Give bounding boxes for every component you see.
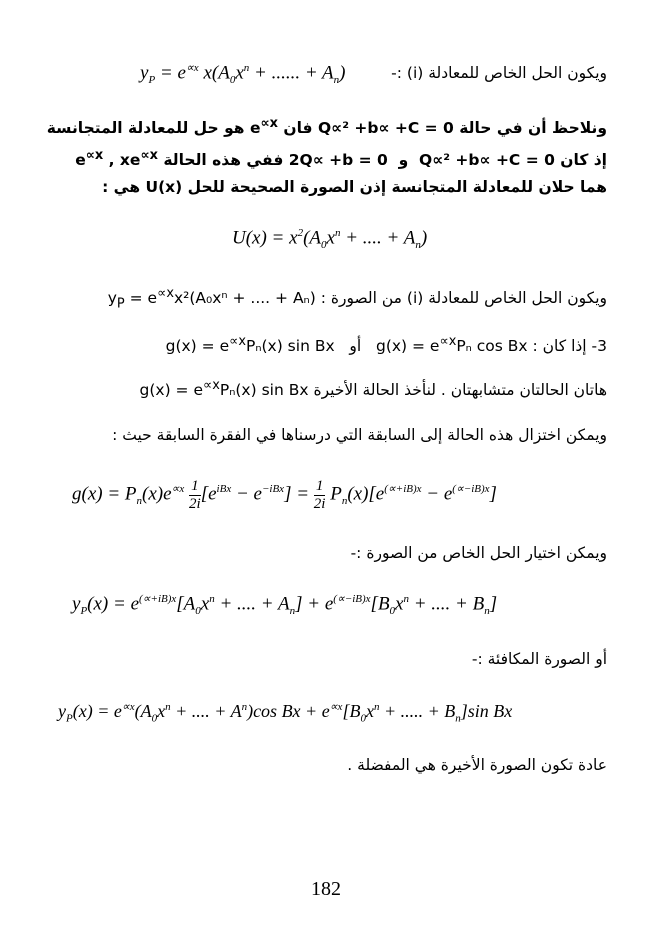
- text-line-9: ويمكن اختزال هذه الحالة إلى السابقة التي درسناها في الفقرة السابقة حيث :: [112, 426, 607, 444]
- text-line-13: أو الصورة المكافئة :-: [471, 650, 607, 668]
- text-line-3: إذ كان Q∝² +b∝ +C = 0 و 2Q∝ +b = 0 ففي هذه الحالة $e^{\propto x}$ , $xe^{\propto x}$: [75, 148, 607, 170]
- text-line-4: هما حلان للمعادلة المتجانسة إذن الصورة الصحيحة للحل U(x) هي :: [102, 178, 607, 196]
- text-line-11: ويمكن اختيار الحل الخاص من الصورة :-: [350, 544, 607, 562]
- text-line-1: ويكون الحل الخاص للمعادلة (i) :-: [391, 64, 607, 82]
- text-line-15: عادة تكون الصورة الأخيرة هي المفضلة .: [347, 756, 607, 774]
- text-line-7: 3- إذا كان : $g(x) = e^{\propto x}P_n$ cos Bx أو $g(x) = e^{\propto x}P_n(x)$ sin Bx: [165, 334, 607, 356]
- eq-yp-2: $y_P(x) = e^{(\propto+iB)x}[A_0x^n$ + .... + $A_n] + e^{(\propto-iB)x}[B_0x^n$ + .... + $B_n$]: [72, 593, 498, 618]
- text-line-6: ويكون الحل الخاص للمعادلة (i) من الصورة : $y_P = e^{\propto x}x^2(A_0x^n$ + .... + Aₙ): [107, 286, 607, 312]
- eq-yp-3: $y_P(x) = e^{\propto x}(A_0x^n$ + .... + $A^n)\cos$ $Bx + e^{\propto x}[B_0x^n$ + ..... + $B_n]\sin$ Bx: [58, 701, 513, 725]
- text-line-2: ونلاحظ أن في حالة Q∝² +b∝ +C = 0 فان $e^{\propto x}$ هو حل للمعادلة المتجانسة: [46, 116, 607, 138]
- page-number: 182: [311, 878, 341, 900]
- eq-ux: $U(x) = x^2(A_0x^n$ + .... + $A_n$): [232, 227, 428, 252]
- text-line-8: هاتان الحالتان متشابهتان . لنأخذ الحالة الأخيرة $g(x) = e^{\propto x}P_n(x)$ sin Bx: [139, 378, 607, 400]
- eq-yp-1: $y_P = e^{\propto x}$ $x(A_0x^n$ + ...... + $A_n$): [140, 62, 346, 87]
- eq-gx: $g(x) = P_n(x)e^{\propto x}$ $\frac{1}{2i}$ $[e^{iBx} - e^{-iBx}]$ = $\frac{1}{2i}$ $P_n(x)[e^{(\propto+iB)x} - e^{(\propto-iB)x}]$: [72, 478, 497, 512]
